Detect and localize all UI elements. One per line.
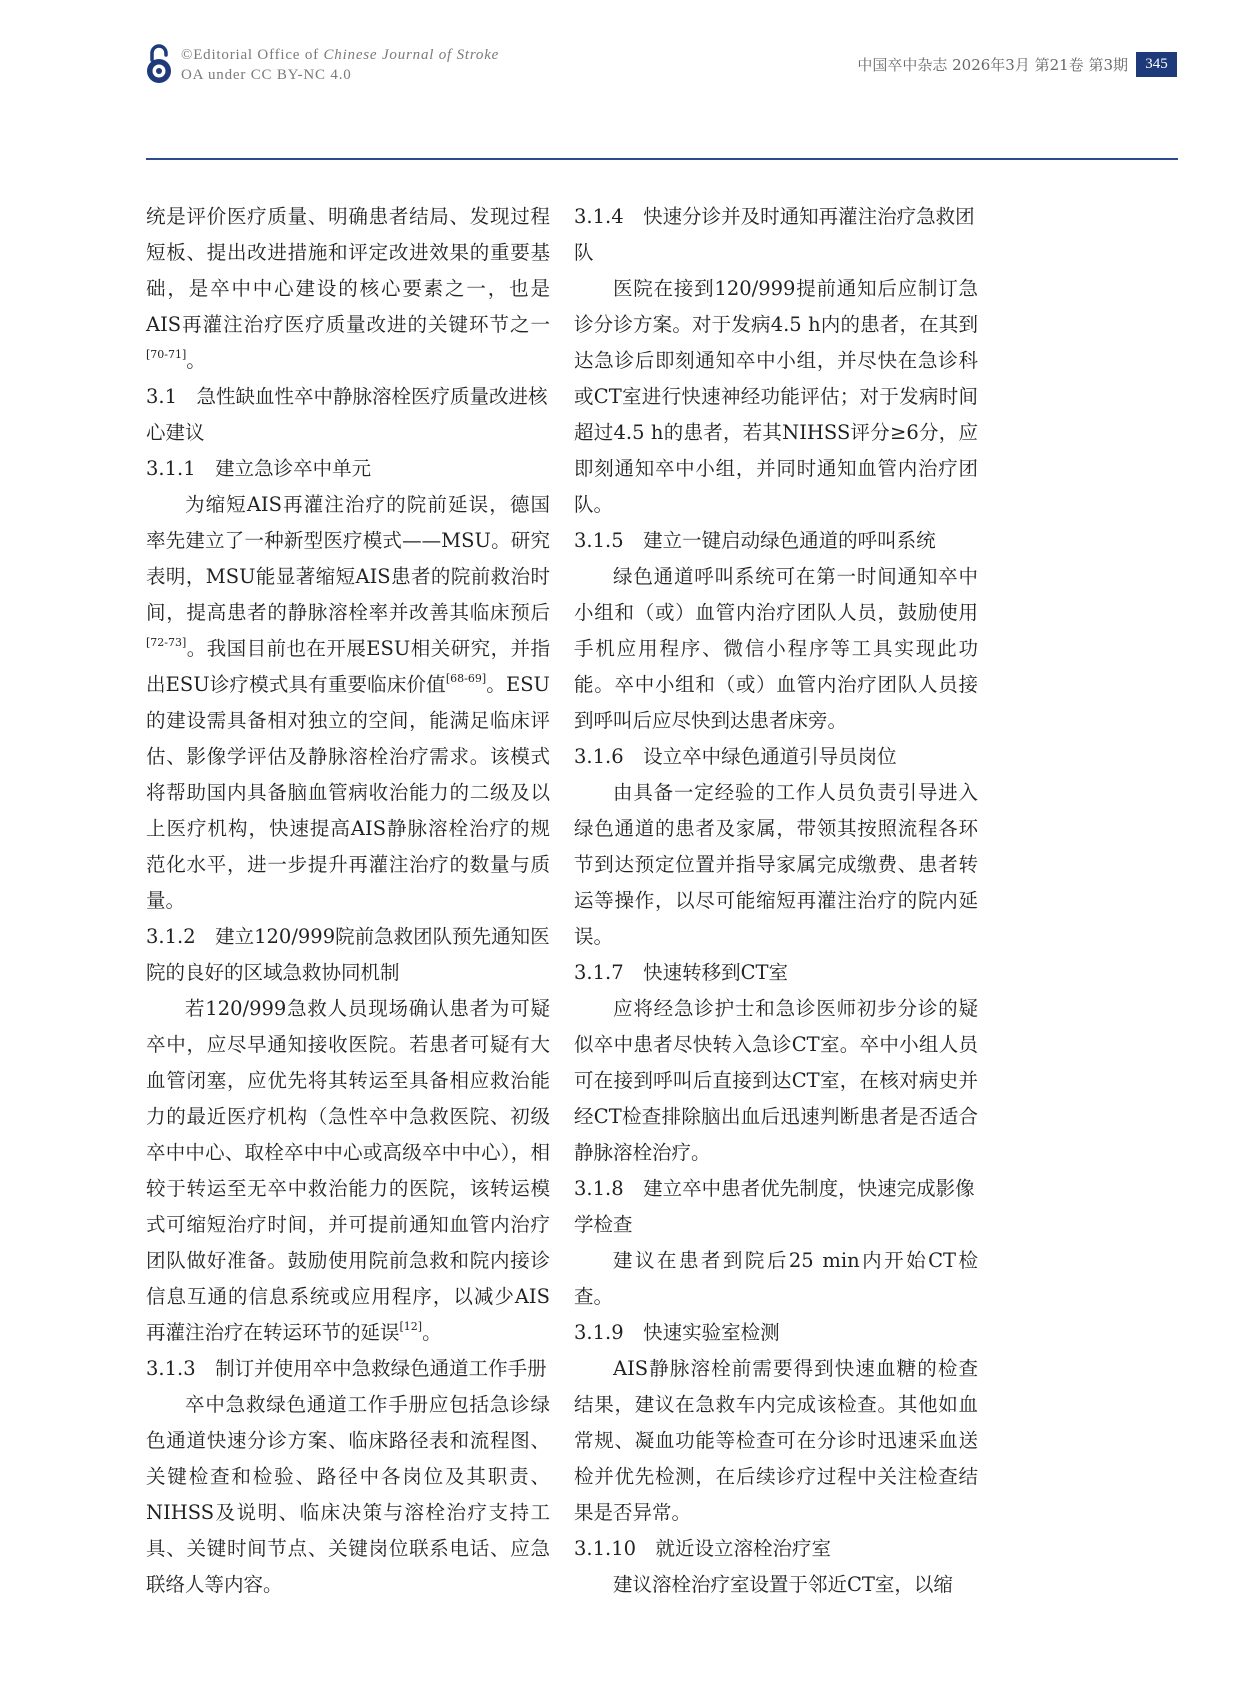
paragraph: 由具备一定经验的工作人员负责引导进入绿色通道的患者及家属，带领其按照流程各环节到达预定位置并指导家属完成缴费、患者转运等操作，以尽可能缩短再灌注治疗的院内延误。 (574, 781, 978, 948)
subsection-heading: 3.1.7 快速转移到CT室 (574, 961, 789, 984)
paragraph: 应将经急诊护士和急诊医师初步分诊的疑似卒中患者尽快转入急诊CT室。卒中小组人员可在接到呼叫后直接到达CT室，在核对病史并经CT检查排除脑出血后迅速判断患者是否适合静脉溶栓治疗。 (574, 997, 978, 1164)
license-line-2: OA under CC BY-NC 4.0 (181, 67, 352, 83)
license-line-1: ©Editorial Office of Chinese Journal of Stroke (181, 47, 500, 63)
subsection-heading: 3.1.5 建立一键启动绿色通道的呼叫系统 (574, 529, 936, 552)
subsection-heading: 3.1.3 制订并使用卒中急救绿色通道工作手册 (146, 1357, 547, 1380)
section-heading: 3.1 急性缺血性卒中静脉溶栓医疗质量改进核心建议 (146, 385, 548, 444)
citation-ref: [68-69] (445, 671, 487, 685)
citation-ref: [70-71] (146, 347, 187, 361)
paragraph: 卒中急救绿色通道工作手册应包括急诊绿色通道快速分诊方案、临床路径表和流程图、关键检查和检验、路径中各岗位及其职责、NIHSS及说明、临床决策与溶栓治疗支持工具、关键时间节点、关键岗位联系电话、应急联络人等内容。 (146, 1393, 550, 1596)
citation-ref: [12] (399, 1319, 423, 1333)
paragraph: 若120/999急救人员现场确认患者为可疑卒中，应尽早通知接收医院。若患者可疑有大血管闭塞，应优先将其转运至具备相应救治能力的最近医疗机构（急性卒中急救医院、初级卒中中心、取栓卒中中心或高级卒中中心），相较于转运至无卒中救治能力的医院，该转运模式可缩短治疗时间，并可提前通知血管内治疗团队做好准备。鼓励使用院前急救和院内接诊信息互通的信息系统或应用程序，以减少AIS再灌注治疗在转运环节的延误[12]。 (146, 997, 550, 1344)
subsection-heading: 3.1.9 快速实验室检测 (574, 1321, 780, 1344)
subsection-heading: 3.1.1 建立急诊卒中单元 (146, 457, 372, 480)
journal-issue-info: 中国卒中杂志 2026年3月 第21卷 第3期 (857, 56, 1128, 74)
open-access-lock-icon (144, 44, 174, 84)
journal-name: Chinese Journal of Stroke (323, 47, 500, 63)
subsection-heading: 3.1.2 建立120/999院前急救团队预先通知医院的良好的区域急救协同机制 (146, 925, 550, 984)
paragraph: AIS静脉溶栓前需要得到快速血糖的检查结果，建议在急救车内完成该检查。其他如血常规、凝血功能等检查可在分诊时迅速采血送检并优先检测，在后续诊疗过程中关注检查结果是否异常。 (574, 1357, 978, 1524)
paragraph: 建议在患者到院后25 min内开始CT检查。 (574, 1249, 978, 1308)
subsection-heading: 3.1.10 就近设立溶栓治疗室 (574, 1537, 832, 1560)
subsection-heading: 3.1.4 快速分诊并及时通知再灌注治疗急救团队 (574, 205, 975, 264)
subsection-heading: 3.1.8 建立卒中患者优先制度，快速完成影像学检查 (574, 1177, 975, 1236)
license-text (181, 45, 499, 85)
paragraph: 统是评价医疗质量、明确患者结局、发现过程短板、提出改进措施和评定改进效果的重要基础，是卒中中心建设的核心要素之一，也是AIS再灌注治疗医疗质量改进的关键环节之一[70-71]。 (146, 205, 550, 372)
citation-ref: [72-73] (146, 635, 187, 649)
header-divider (146, 158, 1178, 160)
paragraph: 医院在接到120/999提前通知后应制订急诊分诊方案。对于发病4.5 h内的患者，在其到达急诊后即刻通知卒中小组，并尽快在急诊科或CT室进行快速神经功能评估；对于发病时间超过4.5 h的患者，若其NIHSS评分≥6分，应即刻通知卒中小组，并同时通知血管内治疗团队。 (574, 277, 978, 516)
right-text-column (574, 199, 978, 1603)
left-text-column (146, 199, 550, 1603)
paragraph: 为缩短AIS再灌注治疗的院前延误，德国率先建立了一种新型医疗模式——MSU。研究表明，MSU能显著缩短AIS患者的院前救治时间，提高患者的静脉溶栓率并改善其临床预后[72-73]。我国目前也在开展ESU相关研究，并指出ESU诊疗模式具有重要临床价值[68-69]。ESU的建设需具备相对独立的空间，能满足临床评估、影像学评估及静脉溶栓治疗需求。该模式将帮助国内具备脑血管病收治能力的二级及以上医疗机构，快速提高AIS静脉溶栓治疗的规范化水平，进一步提升再灌注治疗的数量与质量。 (146, 493, 550, 912)
paragraph: 建议溶栓治疗室设置于邻近CT室，以缩 (613, 1573, 953, 1596)
page-number-badge: 345 (1136, 52, 1177, 77)
paragraph: 绿色通道呼叫系统可在第一时间通知卒中小组和（或）血管内治疗团队人员，鼓励使用手机应用程序、微信小程序等工具实现此功能。卒中小组和（或）血管内治疗团队人员接到呼叫后应尽快到达患者床旁。 (574, 565, 978, 732)
subsection-heading: 3.1.6 设立卒中绿色通道引导员岗位 (574, 745, 897, 768)
page-header (0, 0, 1241, 160)
